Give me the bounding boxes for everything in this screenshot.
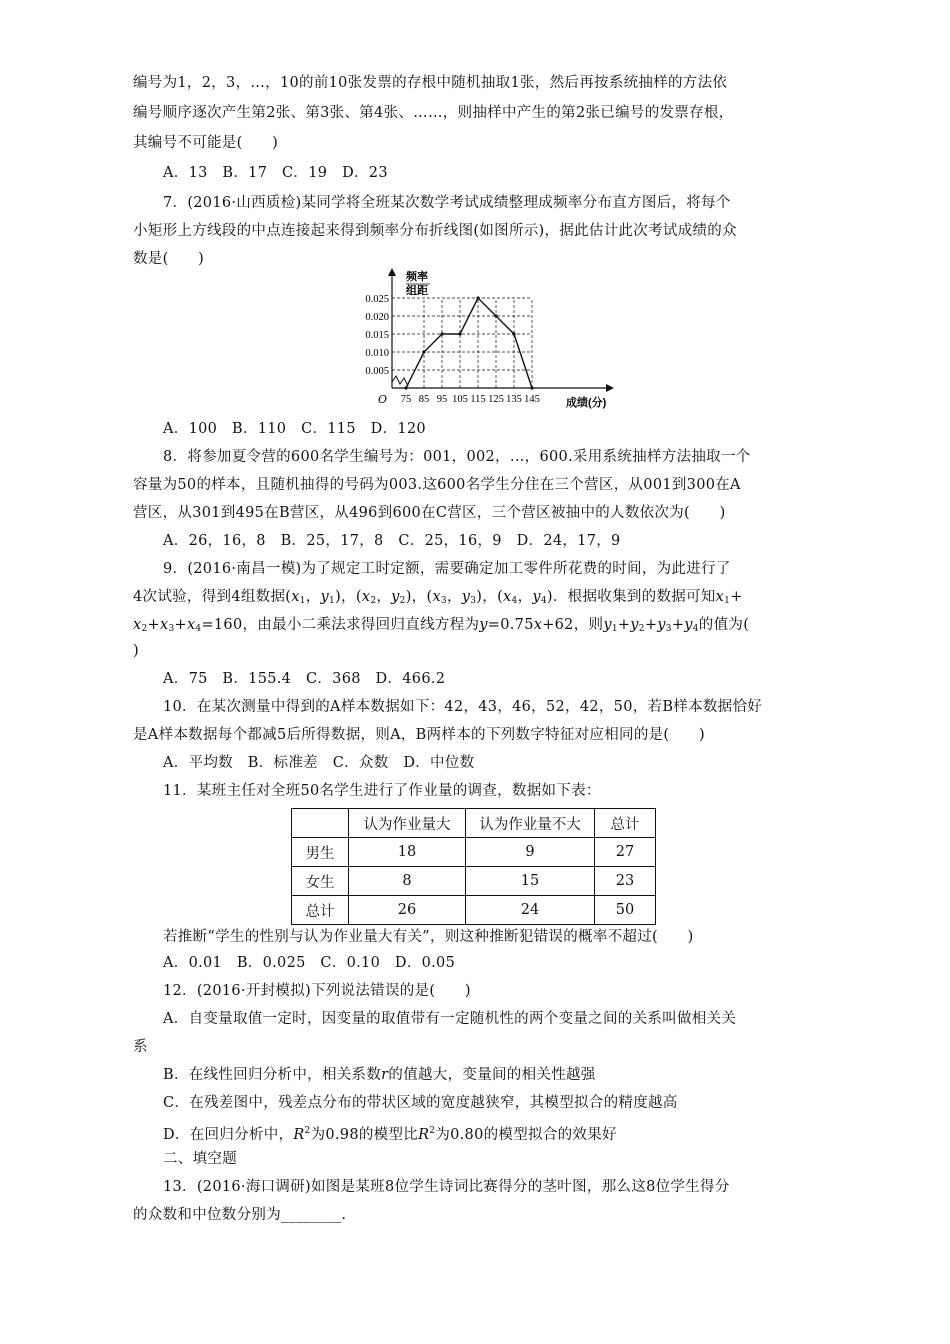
y-tick-label: 0.025 <box>365 294 389 305</box>
q12-option-c: C．在残差图中，残差点分布的带状区域的宽度越狭窄，其模型拟合的精度越高 <box>163 1095 678 1111</box>
table-cell: 24 <box>466 896 595 925</box>
table-cell: 认为作业量不大 <box>466 809 595 838</box>
q6-options: A．13 B．17 C．19 D．23 <box>163 165 388 181</box>
data-point <box>458 332 461 335</box>
y-tick-labels <box>365 294 389 377</box>
q7-line-2: 小矩形上方线段的中点连接起来得到频率分布折线图(如图所示)，据此估计此次考试成绩的众 <box>133 223 737 239</box>
table-cell: 女生 <box>292 867 349 896</box>
q7-options: A．100 B．110 C．115 D．120 <box>163 421 426 437</box>
data-point <box>512 332 515 335</box>
origin-label: O <box>378 393 388 406</box>
table-cell: 27 <box>595 838 656 867</box>
q8-line-3: 营区，从301到495在B营区，从496到600在C营区，三个营区被抽中的人数依次为( ) <box>133 505 726 521</box>
q9-line-3: $x_2+x_3+x_4=160$，由最小二乘法求得回归直线方程为y=0.75x+62，则$y_1+y_2+y_3+y_4$的值为( <box>133 617 750 634</box>
data-point <box>494 314 497 317</box>
q9-options: A．75 B．155.4 C．368 D．466.2 <box>163 671 446 687</box>
table-row <box>292 838 656 867</box>
q11-line-1: 11．某班主任对全班50名学生进行了作业量的调查，数据如下表： <box>163 783 601 799</box>
table-cell: 认为作业量大 <box>349 809 466 838</box>
q6-line-1: 编号为1，2，3，…，10的前10张发票的存根中随机抽取1张，然后再按系统抽样的方法依 <box>133 75 728 91</box>
x-tick-label: 105 <box>452 394 468 405</box>
q12-line-1: 12．(2016·开封模拟)下列说法错误的是( ) <box>163 983 471 999</box>
x-tick-labels <box>401 394 540 405</box>
table-cell: 总计 <box>595 809 656 838</box>
table-header-row <box>292 809 656 838</box>
x-tick-label: 95 <box>436 394 448 405</box>
survey-table <box>291 808 656 925</box>
y-label-bottom: 组距 <box>406 285 428 297</box>
table-row <box>292 867 656 896</box>
table-cell: 18 <box>349 838 466 867</box>
q7-line-1: 7．(2016·山西质检)某同学将全班某次数学考试成绩整理成频率分布直方图后，将每个 <box>163 195 731 211</box>
q8-line-1: 8．将参加夏令营的600名学生编号为：001，002，…，600.采用系统抽样方法抽取一个 <box>163 449 751 465</box>
x-tick-label: 125 <box>488 394 504 405</box>
q10-line-1: 10．在某次测量中得到的A样本数据如下：42，43，46，52，42，50，若B样本数据恰好 <box>163 699 763 715</box>
data-point <box>530 386 533 389</box>
table-row <box>292 896 656 925</box>
y-tick-label: 0.010 <box>365 348 389 359</box>
x-tick-label: 135 <box>506 394 522 405</box>
q13-line-1: 13．(2016·海口调研)如图是某班8位学生诗词比赛得分的茎叶图，那么这8位学生得分 <box>163 1179 730 1195</box>
q13-line-2: 的众数和中位数分别为________. <box>133 1207 347 1223</box>
q8-options: A．26，16，8 B．25，17，8 C．25，16，9 D．24，17，9 <box>163 533 621 549</box>
table-cell: 23 <box>595 867 656 896</box>
x-axis-label: 成绩(分) <box>566 397 607 409</box>
data-point <box>440 332 443 335</box>
q6-line-2: 编号顺序逐次产生第2张、第3张、第4张、……，则抽样中产生的第2张已编号的发票存根， <box>133 105 734 121</box>
q11-options: A．0.01 B．0.025 C．0.10 D．0.05 <box>163 955 456 971</box>
table-cell: 8 <box>349 867 466 896</box>
table-cell: 26 <box>349 896 466 925</box>
table-cell: 总计 <box>292 896 349 925</box>
q6-line-3: 其编号不可能是( ) <box>133 135 279 151</box>
x-tick-label: 115 <box>470 394 486 405</box>
x-tick-label: 85 <box>418 394 430 405</box>
y-label-top: 频率 <box>406 271 428 283</box>
x-tick-label: 75 <box>400 394 412 405</box>
y-tick-label: 0.005 <box>365 366 389 377</box>
section-heading-fill-in: 二、填空题 <box>163 1151 237 1167</box>
q9-line-1: 9．(2016·南昌一模)为了规定工时定额，需要确定加工零件所花费的时间，为此进行了 <box>163 561 731 577</box>
data-point <box>476 296 479 299</box>
q12-option-a-2: 系 <box>133 1039 148 1055</box>
q8-line-2: 容量为50的样本，且随机抽得的号码为003.这600名学生分住在三个营区，从001到300在A <box>133 477 741 493</box>
table-cell: 15 <box>466 867 595 896</box>
q11-line-2: 若推断“学生的性别与认为作业量大有关”，则这种推断犯错误的概率不超过( ) <box>163 929 694 945</box>
frequency-polygon-chart <box>358 268 628 414</box>
data-point <box>404 386 407 389</box>
table-cell: 9 <box>466 838 595 867</box>
q7-line-3: 数是( ) <box>133 251 205 267</box>
frequency-polygon-line <box>406 298 532 388</box>
table-cell: 50 <box>595 896 656 925</box>
y-tick-label: 0.020 <box>365 312 389 323</box>
table-cell: 男生 <box>292 838 349 867</box>
y-tick-label: 0.015 <box>365 330 389 341</box>
x-tick-label: 145 <box>524 394 540 405</box>
data-point <box>422 350 425 353</box>
q10-line-2: 是A样本数据每个都减5后所得数据，则A，B两样本的下列数字特征对应相同的是( ) <box>133 727 705 743</box>
q10-options: A．平均数 B．标准差 C．众数 D．中位数 <box>163 755 475 771</box>
table-cell <box>292 809 349 838</box>
q12-option-a-1: A．自变量取值一定时，因变量的取值带有一定随机性的两个变量之间的关系叫做相关关 <box>163 1011 737 1027</box>
q12-option-d: D．在回归分析中，$R^2$为0.98的模型比$R^2$为0.80的模型拟合的效果好 <box>163 1126 617 1143</box>
q9-line-4: ) <box>133 643 139 659</box>
q12-option-b: B．在线性回归分析中，相关系数r的值越大，变量间的相关性越强 <box>163 1067 596 1083</box>
q9-line-2: 4次试验，得到4组数据($x_1$，$y_1$)，($x_2$，$y_2$)，($x_3$，$y_3$)，($x_4$，$y_4$)．根据收集到的数据可知$x_1+$ <box>133 589 743 606</box>
